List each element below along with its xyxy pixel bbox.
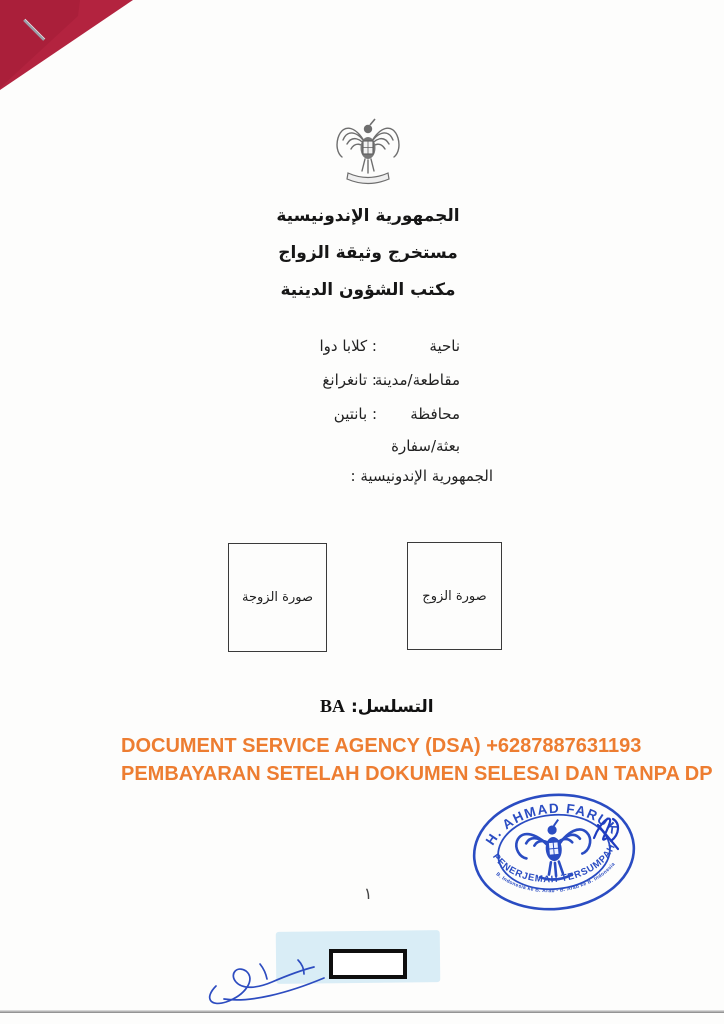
garuda-emblem-icon bbox=[334, 114, 402, 188]
header-doc-title: مستخرج وثيقة الزواج bbox=[278, 243, 458, 263]
header-office: مكتب الشؤون الدينية bbox=[280, 280, 456, 300]
stamp-name-text: H. AHMAD FARUK bbox=[482, 800, 623, 848]
wife-photo-box bbox=[228, 543, 327, 652]
stamp-title-text: PENERJEMAH TERSUMPAH bbox=[490, 842, 618, 886]
serial-line bbox=[320, 696, 434, 717]
handwritten-signature bbox=[200, 936, 352, 1014]
serial-label: التسلسل: bbox=[350, 697, 434, 717]
husband-photo-box bbox=[407, 542, 502, 650]
field-row-regency-city bbox=[0, 371, 724, 393]
husband-photo-label: صورة الزوج bbox=[422, 588, 487, 604]
header-country: الجمهورية الإندونيسية bbox=[276, 206, 460, 226]
page-number: ١ bbox=[363, 884, 373, 903]
garuda-head bbox=[364, 125, 372, 133]
field-label: محافظة bbox=[410, 405, 460, 423]
scan-edge-line bbox=[0, 1010, 724, 1013]
field-value: : تانغرانغ bbox=[322, 371, 377, 389]
red-corner-fold bbox=[0, 0, 80, 88]
field-row-province bbox=[0, 405, 724, 427]
watermark-line-payment: PEMBAYARAN SETELAH DOKUMEN SELESAI DAN TANPA DP bbox=[121, 763, 713, 785]
field-label: مقاطعة/مدينة bbox=[374, 371, 460, 389]
field-label: ناحية bbox=[429, 337, 460, 355]
field-label: بعثة/سفارة bbox=[391, 437, 460, 455]
serial-value: BA bbox=[320, 696, 346, 716]
watermark-line-agency: DOCUMENT SERVICE AGENCY (DSA) +6287887631193 bbox=[121, 735, 642, 757]
field-row-district bbox=[0, 337, 724, 359]
document-header bbox=[12, 204, 724, 315]
field-label: الجمهورية الإندونيسية : bbox=[350, 467, 493, 485]
red-corner-ribbon bbox=[0, 0, 150, 100]
agency-watermark bbox=[121, 732, 721, 788]
stamp-subtitle-text: B. Indonesia ke B. Arab - B. Arab ke B. Indonesia bbox=[494, 861, 617, 895]
wife-photo-label: صورة الزوجة bbox=[241, 590, 313, 605]
field-row-republic-indonesia bbox=[0, 467, 724, 489]
field-value: : كلابا دوا bbox=[319, 337, 377, 355]
stamp-group bbox=[469, 788, 638, 916]
garuda-banner bbox=[347, 173, 389, 184]
field-value: : بانتين bbox=[333, 405, 377, 423]
field-row-mission-embassy bbox=[0, 437, 724, 459]
translator-stamp bbox=[466, 786, 642, 922]
